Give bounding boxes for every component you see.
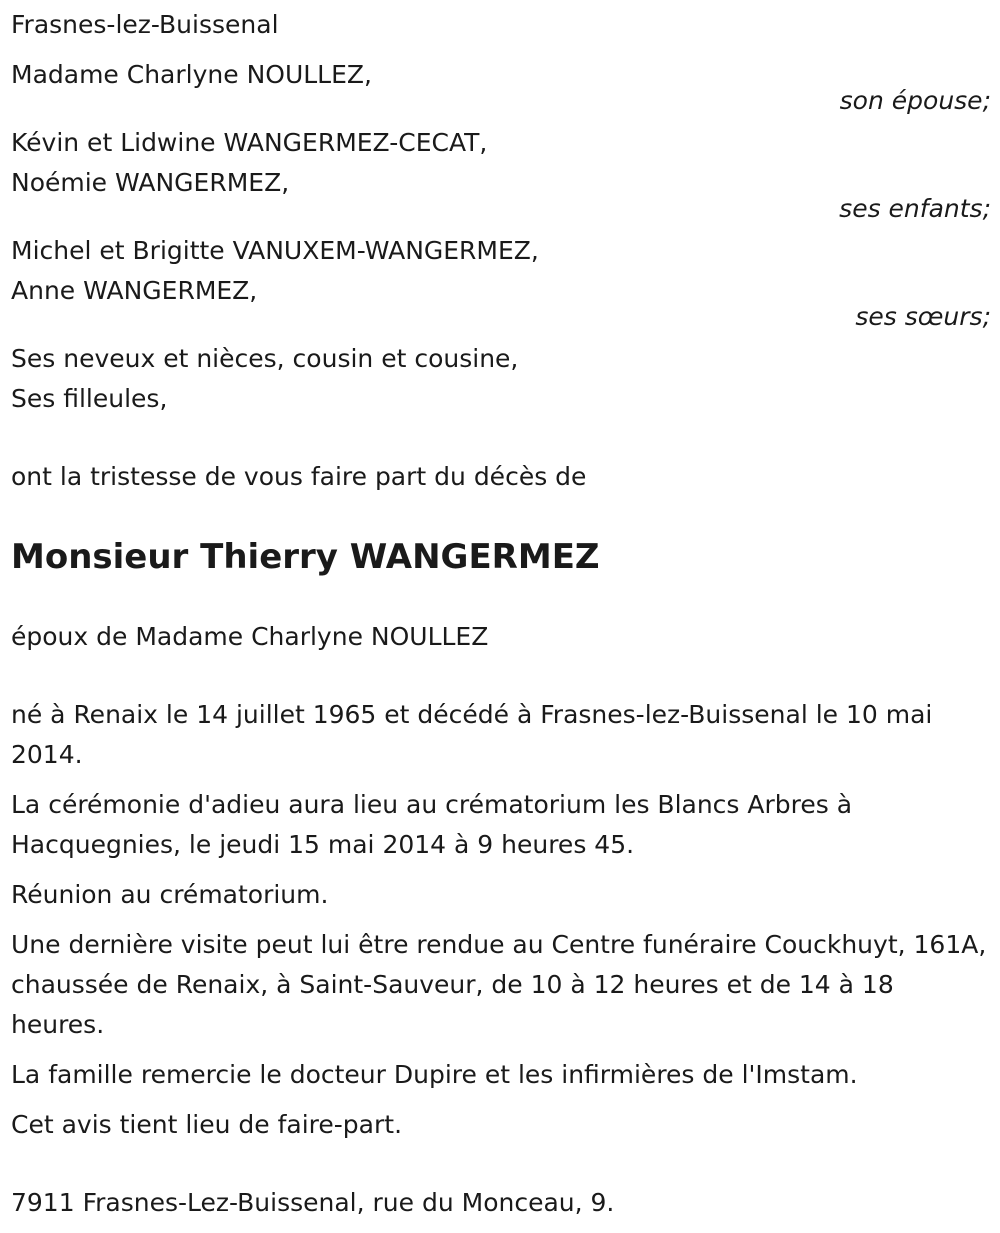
spacer xyxy=(11,497,991,535)
ceremony-text: La cérémonie d'adieu aura lieu au crématorium les Blancs Arbres à Hacquegnies, le jeudi 15 mai 2014 à 9 heures 45. xyxy=(11,790,853,859)
other-relatives-block xyxy=(11,339,991,419)
spacer xyxy=(11,1145,991,1183)
obituary-notice xyxy=(11,5,991,1223)
spouse-name: Madame Charlyne NOULLEZ, xyxy=(11,60,372,89)
spacer xyxy=(11,1045,991,1055)
spacer xyxy=(11,657,991,695)
deceased-name: Monsieur Thierry WANGERMEZ xyxy=(11,537,600,577)
spacer xyxy=(11,419,991,457)
child-name: Noémie WANGERMEZ, xyxy=(11,168,290,197)
spacer xyxy=(11,579,991,617)
sisters-block xyxy=(11,231,991,329)
spacer xyxy=(11,45,991,55)
announcement-text: ont la tristesse de vous faire part du décès de xyxy=(11,462,587,491)
spouse-role: son épouse; xyxy=(839,86,991,115)
birth-death-text: né à Renaix le 14 juillet 1965 et décédé à Frasnes-lez-Buissenal le 10 mai 2014. xyxy=(11,700,933,769)
spacer xyxy=(11,1095,991,1105)
reunion-text: Réunion au crématorium. xyxy=(11,880,329,909)
sister-name: Anne WANGERMEZ, xyxy=(11,276,258,305)
children-role: ses enfants; xyxy=(839,194,991,223)
locality-header: Frasnes-lez-Buissenal xyxy=(11,10,279,39)
thanks-text: La famille remercie le docteur Dupire et les infirmières de l'Imstam. xyxy=(11,1060,858,1089)
notice-text: Cet avis tient lieu de faire-part. xyxy=(11,1110,403,1139)
spacer xyxy=(11,865,991,875)
child-name: Kévin et Lidwine WANGERMEZ-CECAT, xyxy=(11,128,488,157)
visit-text: Une dernière visite peut lui être rendue au Centre funéraire Couckhuyt, 161A, chaussée de Renaix, à Saint-Sauveur, de 10 à 12 heures et de 14 à 18 heures. xyxy=(11,930,987,1039)
relatives-line: Ses neveux et nièces, cousin et cousine, xyxy=(11,344,519,373)
spouse-of-text: époux de Madame Charlyne NOULLEZ xyxy=(11,622,489,651)
sister-name: Michel et Brigitte VANUXEM-WANGERMEZ, xyxy=(11,236,539,265)
spacer xyxy=(11,915,991,925)
children-block xyxy=(11,123,991,221)
spouse-block xyxy=(11,55,991,113)
relatives-line: Ses filleules, xyxy=(11,384,168,413)
spacer xyxy=(11,775,991,785)
address-text: 7911 Frasnes-Lez-Buissenal, rue du Monceau, 9. xyxy=(11,1188,615,1217)
sisters-role: ses sœurs; xyxy=(855,302,991,331)
